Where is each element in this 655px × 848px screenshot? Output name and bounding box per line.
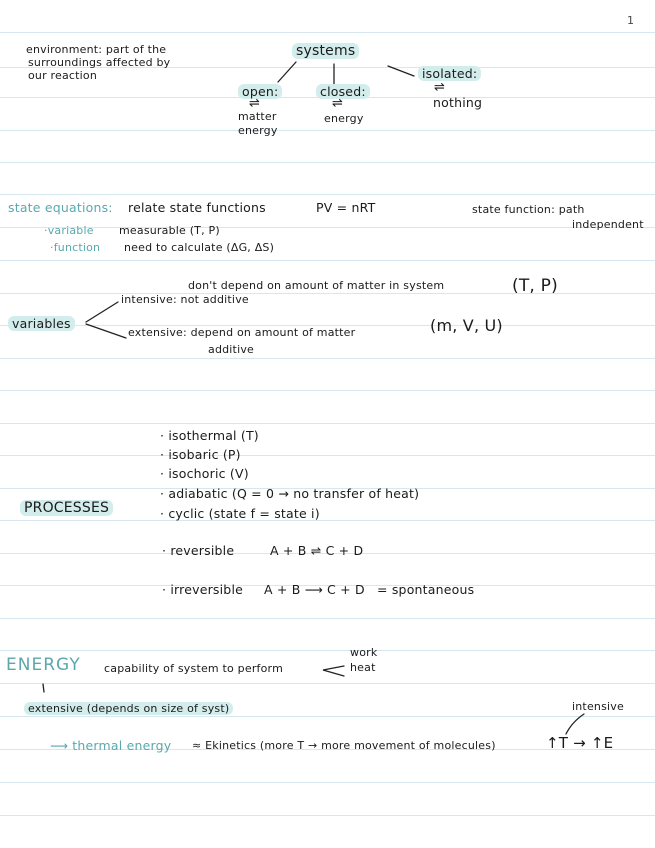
page-number: 1 bbox=[627, 14, 635, 27]
state-equation: PV = nRT bbox=[316, 200, 376, 215]
system-closed-energy: energy bbox=[324, 112, 364, 125]
energy-intensive-label: intensive bbox=[572, 700, 624, 713]
environment-line3: our reaction bbox=[28, 69, 98, 82]
system-open-matter: matter bbox=[238, 110, 277, 123]
system-open-label: open: bbox=[238, 84, 282, 99]
extensive-additive: additive bbox=[208, 343, 255, 356]
system-open-symbol: ⇌ bbox=[249, 96, 261, 111]
system-isolated-symbol: ⇌ bbox=[434, 80, 446, 95]
process-reversible: · reversible bbox=[162, 543, 235, 558]
energy-option-heat: heat bbox=[350, 661, 376, 674]
state-variable-label: ·variable bbox=[44, 224, 94, 237]
process-spontaneous-note: = spontaneous bbox=[377, 582, 475, 597]
intensive-label: intensive: not additive bbox=[121, 293, 249, 306]
system-isolated-label: isolated: bbox=[418, 66, 481, 81]
state-definition: relate state functions bbox=[128, 200, 266, 215]
thermal-energy-text: ≈ Ekinetics (more T → more movement of molecules) bbox=[192, 739, 496, 752]
environment-line2: surroundings affected by bbox=[28, 56, 171, 69]
variables-heading: variables bbox=[8, 316, 75, 331]
energy-extensive: extensive (depends on size of syst) bbox=[24, 702, 233, 715]
system-isolated-nothing: nothing bbox=[433, 95, 483, 110]
extensive-examples: (m, V, U) bbox=[430, 316, 503, 335]
process-item: · isobaric (P) bbox=[160, 447, 241, 462]
state-function-label: state function: path bbox=[472, 203, 585, 216]
environment-line1: environment: part of the bbox=[26, 43, 167, 56]
process-item: · isochoric (V) bbox=[160, 466, 249, 481]
thermal-energy-label: ⟶ thermal energy bbox=[50, 738, 172, 753]
system-open-energy: energy bbox=[238, 124, 278, 137]
process-irreversible-equation: A + B ⟶ C + D bbox=[264, 582, 365, 597]
system-closed-symbol: ⇌ bbox=[332, 96, 344, 111]
systems-title: systems bbox=[292, 43, 359, 59]
process-irreversible: · irreversible bbox=[162, 582, 244, 597]
state-function-text: need to calculate (ΔG, ΔS) bbox=[124, 241, 275, 254]
energy-option-work: work bbox=[350, 646, 378, 659]
system-closed-label: closed: bbox=[316, 84, 370, 99]
process-reversible-equation: A + B ⇌ C + D bbox=[270, 543, 364, 558]
state-function-bullet: ·function bbox=[50, 241, 101, 254]
temperature-energy-trend: ↑T → ↑E bbox=[546, 734, 614, 752]
extensive-label: extensive: depend on amount of matter bbox=[128, 326, 356, 339]
energy-heading: ENERGY bbox=[6, 655, 81, 675]
intensive-examples: (T, P) bbox=[512, 276, 558, 296]
process-item: · adiabatic (Q = 0 → no transfer of heat) bbox=[160, 486, 420, 501]
intensive-note: don't depend on amount of matter in system bbox=[188, 279, 445, 292]
processes-heading: PROCESSES bbox=[20, 500, 113, 516]
process-item: · isothermal (T) bbox=[160, 428, 259, 443]
state-variable-text: measurable (T, P) bbox=[119, 224, 220, 237]
energy-definition: capability of system to perform bbox=[104, 662, 284, 675]
state-heading: state equations: bbox=[8, 200, 113, 215]
process-item: · cyclic (state f = state i) bbox=[160, 506, 320, 521]
state-function-label-2: independent bbox=[572, 218, 644, 231]
